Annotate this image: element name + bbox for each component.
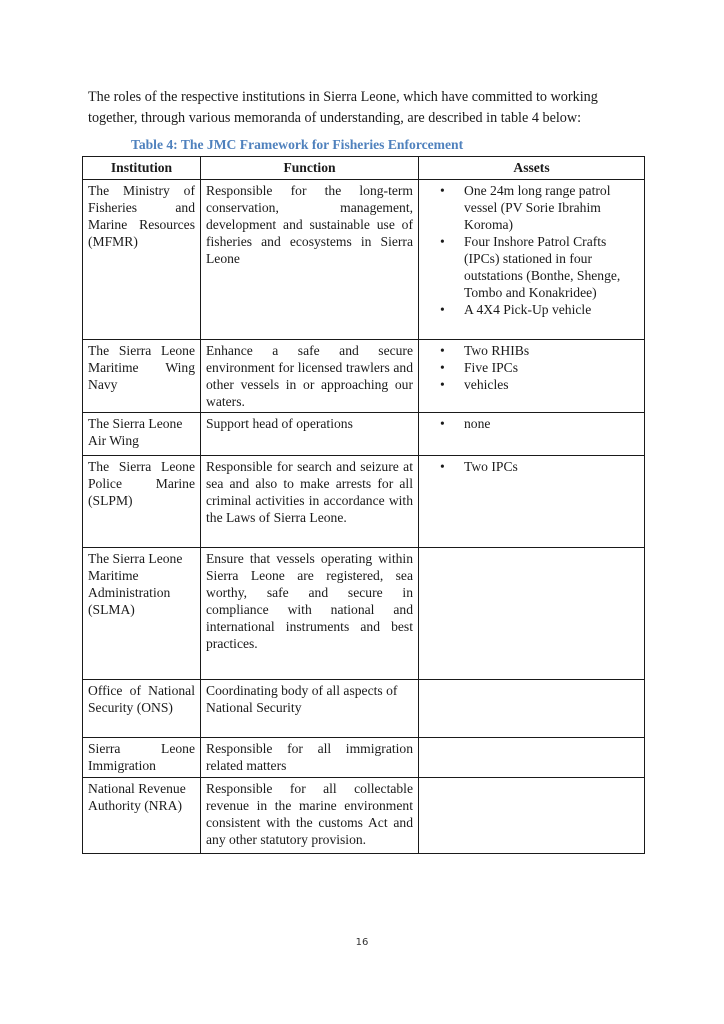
institution-cell: The Sierra Leone Air Wing (83, 413, 201, 456)
institution-cell: The Sierra Leone Maritime Administration (SLMA) (83, 548, 201, 680)
asset-item (440, 182, 639, 233)
jmc-framework-table (82, 156, 645, 854)
bullet-icon: • (440, 377, 445, 392)
function-cell: Enhance a safe and secure environment for licensed trawlers and other vessels in or approaching our waters. (201, 340, 419, 413)
assets-list (424, 182, 639, 318)
table-row (83, 778, 645, 854)
assets-cell (419, 680, 645, 738)
intro-paragraph: The roles of the respective institutions in Sierra Leone, which have committed to working together, through various memoranda of understanding, are described in table 4 below: (88, 89, 598, 126)
asset-text: One 24m long range patrol vessel (PV Sorie Ibrahim Koroma) (464, 183, 611, 232)
asset-text: none (464, 416, 491, 431)
bullet-icon: • (440, 459, 445, 474)
table-row (83, 340, 645, 413)
institution-cell: The Ministry of Fisheries and Marine Resources (MFMR) (83, 180, 201, 340)
asset-item (440, 233, 639, 301)
asset-item (440, 458, 639, 475)
institution-cell: The Sierra Leone Maritime Wing Navy (83, 340, 201, 413)
header-function: Function (201, 157, 419, 180)
table-header-row (83, 157, 645, 180)
asset-item (440, 301, 639, 318)
bullet-icon: • (440, 183, 445, 198)
function-cell: Responsible for the long-term conservation, management, development and sustainable use of fisheries and ecosystems in Sierra Leone (201, 180, 419, 340)
asset-item (440, 415, 639, 432)
assets-list (424, 458, 639, 475)
asset-item (440, 342, 639, 359)
table-row (83, 180, 645, 340)
assets-cell (419, 548, 645, 680)
institution-cell: Sierra Leone Immigration (83, 738, 201, 778)
asset-item (440, 376, 639, 393)
asset-text: Two RHIBs (464, 343, 530, 358)
function-cell: Responsible for all immigration related matters (201, 738, 419, 778)
page-number: 16 (355, 937, 369, 948)
table-row (83, 413, 645, 456)
institution-cell: The Sierra Leone Police Marine (SLPM) (83, 456, 201, 548)
asset-item (440, 359, 639, 376)
assets-list (424, 415, 639, 432)
assets-cell (419, 180, 645, 340)
table-row (83, 680, 645, 738)
bullet-icon: • (440, 360, 445, 375)
asset-text: Four Inshore Patrol Crafts (IPCs) stationed in four outstations (Bonthe, Shenge, Tombo and Konakridee) (464, 234, 621, 300)
assets-cell (419, 413, 645, 456)
function-cell: Support head of operations (201, 413, 419, 456)
asset-text: Five IPCs (464, 360, 519, 375)
table-row (83, 738, 645, 778)
header-institution: Institution (83, 157, 201, 180)
function-cell: Ensure that vessels operating within Sierra Leone are registered, sea worthy, safe and secure in compliance with national and international instruments and best practices. (201, 548, 419, 680)
header-assets: Assets (419, 157, 645, 180)
content-column (82, 87, 644, 854)
function-cell: Responsible for all collectable revenue in the marine environment consistent with the customs Act and any other statutory provision. (201, 778, 419, 854)
assets-cell (419, 340, 645, 413)
assets-list (424, 342, 639, 393)
asset-text: A 4X4 Pick-Up vehicle (464, 302, 592, 317)
asset-text: Two IPCs (464, 459, 518, 474)
bullet-icon: • (440, 234, 445, 249)
asset-text: vehicles (464, 377, 509, 392)
bullet-icon: • (440, 343, 445, 358)
assets-cell (419, 738, 645, 778)
function-cell: Coordinating body of all aspects of National Security (201, 680, 419, 738)
bullet-icon: • (440, 302, 445, 317)
institution-cell: Office of National Security (ONS) (83, 680, 201, 738)
table-row (83, 456, 645, 548)
assets-cell (419, 778, 645, 854)
table-row (83, 548, 645, 680)
function-cell: Responsible for search and seizure at sea and also to make arrests for all criminal activities in accordance with the Laws of Sierra Leone. (201, 456, 419, 548)
institution-cell: National Revenue Authority (NRA) (83, 778, 201, 854)
table-caption: Table 4: The JMC Framework for Fisheries Enforcement (131, 137, 464, 152)
assets-cell (419, 456, 645, 548)
bullet-icon: • (440, 416, 445, 431)
